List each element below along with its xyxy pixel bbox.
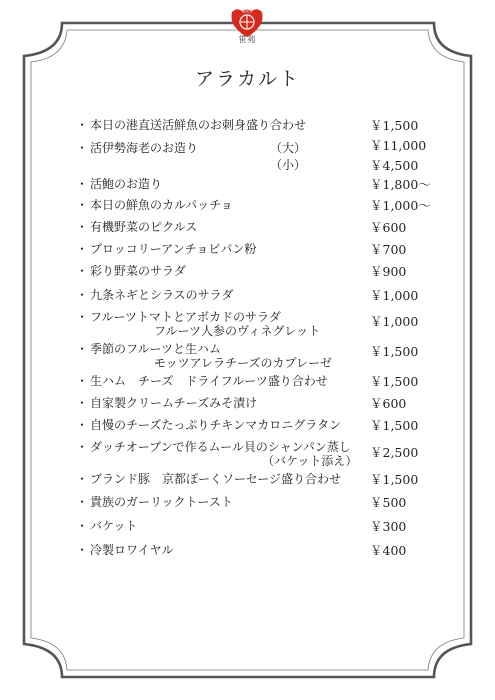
bullet: ・ [76,288,89,302]
item-name-text: 自慢のチーズたっぷりチキンマカロニグラタン [90,418,342,432]
menu-item-price: ￥1,500 [370,344,419,359]
item-name-text: ブロッコリーアンチョビパン粉 [90,242,257,256]
item-name-text: 本日の港直送活鮮魚のお刺身盛り合わせ [90,118,307,132]
bullet: ・ [76,495,89,509]
bullet: ・ [76,418,89,432]
bullet: ・ [76,519,89,533]
menu-item-name [76,342,221,357]
item-name-text: 有機野菜のピクルス [90,220,198,234]
menu-item-name [76,396,257,411]
menu-item-price: ￥1,000 [370,288,419,303]
bullet: ・ [76,472,89,486]
menu-item-subline: モッツアレラチーズのカプレーゼ [154,356,332,370]
menu-item-price: ￥1,500 [370,472,419,487]
item-name-text: ブランド豚 京都ぽーくソーセージ盛り合わせ [90,472,342,486]
menu-item-price: ￥600 [370,396,407,411]
item-name-text: ダッチオーブンで作るムール貝のシャンパン蒸し [90,440,351,454]
menu-item-price: ￥1,500 [370,374,419,389]
menu-item-name [76,495,233,510]
price-large: ￥11,000 [370,138,427,153]
bullet: ・ [76,396,89,410]
item-name-text: 彩り野菜のサラダ [90,264,186,278]
size-large-label: （大） [270,141,307,155]
menu-item-price: ￥700 [370,242,407,257]
menu-item-price: ￥2,500 [370,445,419,460]
bullet: ・ [76,220,89,234]
bullet: ・ [76,118,89,132]
menu-item-name [76,418,341,433]
menu-item-name [76,118,306,133]
bullet: ・ [76,440,89,454]
menu-title: アラカルト [194,68,300,90]
item-name-text: フルーツトマトとアボカドのサラダ [90,310,281,324]
menu-item-name [76,198,233,213]
menu-item-price: ￥1,500 [370,418,419,433]
bullet: ・ [76,342,89,356]
price-small: ￥4,500 [370,158,419,173]
menu-item-name [76,288,234,303]
menu-item-subline: フルーツ人参のヴィネグレット [154,324,321,338]
menu-item-subline: （バケット添え） [262,454,358,468]
menu-item-name [76,472,341,487]
menu-item-price: ￥1,000 [370,314,419,329]
item-name-text: 九条ネギとシラスのサラダ [90,288,234,302]
bullet: ・ [76,177,89,191]
menu-item-price: ￥400 [370,543,407,558]
menu-item-price: ￥300 [370,519,407,534]
menu-item-name [76,440,351,455]
bullet: ・ [76,374,89,388]
menu-item-name [76,374,328,389]
menu-item-name [76,264,186,279]
bullet: ・ [76,198,89,212]
item-name-text: 生ハム チーズ ドライフルーツ盛り合わせ [90,374,328,388]
item-name-text: 活鮑のお造り [90,177,163,191]
menu-item-price: ￥900 [370,264,407,279]
menu-item-price: ￥600 [370,220,407,235]
bullet: ・ [76,310,89,324]
item-name-text: 冷製ロワイヤル [90,543,174,557]
bullet: ・ [76,141,89,155]
item-name-text: バケット [90,519,138,533]
bullet: ・ [76,543,89,557]
menu-item-name [76,177,162,192]
menu-item-name [76,242,256,257]
menu-item-name [76,543,174,558]
menu-item-name [76,310,281,325]
menu-item-name [76,141,198,156]
bullet: ・ [76,242,89,256]
item-name-text: 活伊勢海老のお造り [90,141,199,155]
item-name-text: 自家製クリームチーズみそ漬け [90,396,258,410]
item-name-text: 貴族のガーリックトースト [90,495,233,509]
size-small-label: （小） [270,158,307,172]
item-name-text: 本日の鮮魚のカルパッチョ [90,198,233,212]
menu-item-price: ￥1,800～ [370,177,431,192]
menu-item-name [76,519,137,534]
logo-brand-text: 笹苑 [238,35,257,44]
item-name-text: 季節のフルーツと生ハム [90,342,222,356]
menu-item-name [76,220,197,235]
bullet: ・ [76,264,89,278]
menu-item-price: ￥500 [370,495,407,510]
menu-item-price: ￥1,000～ [370,198,431,213]
logo-top-text: Bistro [241,9,253,14]
menu-item-price: ￥1,500 [370,118,419,133]
